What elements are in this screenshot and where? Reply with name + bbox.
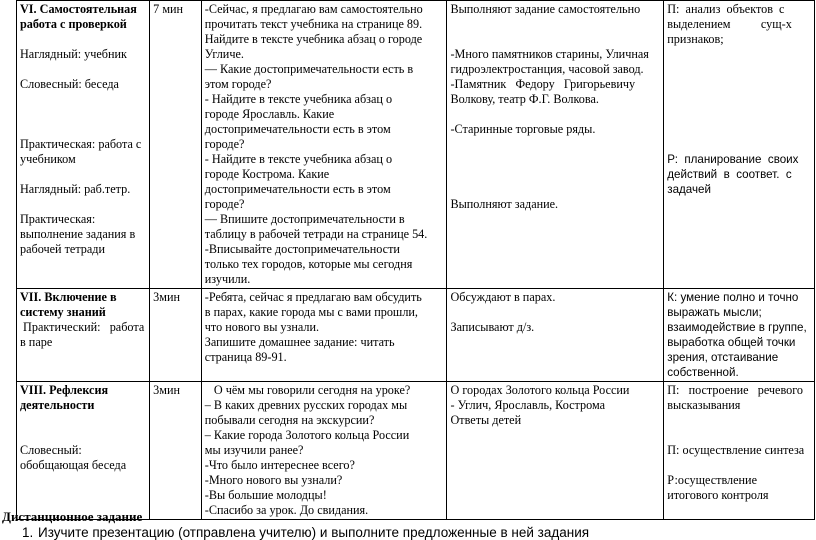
- stage-title-line: систему знаний: [20, 305, 106, 319]
- student-activity-cell: [447, 289, 664, 382]
- distance-task-text: Изучите презентацию (отправлена учителю) и выполните предложенные в ней задания: [38, 525, 590, 540]
- student-activity-cell-line: - Углич, Ярославль, Кострома: [450, 398, 605, 412]
- blank-line: [667, 458, 811, 473]
- teacher-activity-cell: [201, 382, 447, 520]
- blank-line: [450, 17, 660, 32]
- teacher-activity-cell-line: городе?: [204, 137, 245, 151]
- table-row: [17, 289, 815, 382]
- time-cell: 7 мин: [150, 1, 202, 289]
- stage-cell: [17, 1, 150, 289]
- teacher-activity-cell-line: -Вы большие молодцы!: [204, 488, 327, 502]
- teacher-activity-cell: [201, 289, 447, 382]
- time-cell: 3мин: [150, 382, 202, 520]
- teacher-activity-cell-line: — Впишите достопримечательности в: [204, 212, 405, 226]
- teacher-activity-cell-line: -Вписывайте достопримечательности: [204, 242, 400, 256]
- blank-line: [20, 122, 146, 137]
- student-activity-cell-line: Ответы детей: [450, 413, 522, 427]
- blank-line: [667, 122, 811, 137]
- stage-title-line: VII. Включение в: [20, 290, 117, 304]
- student-activity-cell-line: гидроэлектростанция, часовой завод.: [450, 62, 644, 76]
- method-line: выполнение задания в: [20, 227, 136, 241]
- uud-cell-line: собственной.: [667, 366, 739, 379]
- blank-line: [667, 428, 811, 443]
- blank-line: [667, 107, 811, 122]
- blank-line: [20, 413, 146, 428]
- uud-cell-line: П: построение речевого: [667, 383, 804, 397]
- method-line: рабочей тетради: [20, 242, 106, 256]
- teacher-activity-cell-line: -Сейчас, я предлагаю вам самостоятельно: [204, 2, 423, 16]
- teacher-activity-cell-line: изучили.: [204, 272, 251, 286]
- uud-cell-line: выработка общей точки: [667, 336, 796, 349]
- uud-cell-line: Р: планирование своих: [667, 153, 799, 166]
- stage-title-line: работа с проверкой: [20, 17, 127, 31]
- lesson-plan-body: [17, 1, 815, 520]
- method-line: Практическая:: [20, 212, 96, 226]
- student-activity-cell: [447, 382, 664, 520]
- blank-line: [667, 413, 811, 428]
- blank-line: [20, 92, 146, 107]
- blank-line: [450, 137, 660, 152]
- uud-cell: [664, 289, 815, 382]
- blank-line: [20, 32, 146, 47]
- teacher-activity-cell-line: достопримечательности есть в этом: [204, 122, 391, 136]
- uud-cell-line: признаков;: [667, 32, 724, 46]
- time-cell: 3мин: [150, 289, 202, 382]
- stage-title-line: VIII. Рефлексия: [20, 383, 109, 397]
- method-line: обобщающая беседа: [20, 458, 127, 472]
- stage-cell: [17, 289, 150, 382]
- teacher-activity-cell-line: - Найдите в тексте учебника абзац о: [204, 92, 393, 106]
- teacher-activity-cell: [201, 1, 447, 289]
- teacher-activity-cell-line: – Какие города Золотого кольца России: [204, 428, 410, 442]
- method-line: учебником: [20, 152, 76, 166]
- teacher-activity-cell-line: -Спасибо за урок. До свидания.: [204, 503, 369, 517]
- teacher-activity-cell-line: побывали сегодня на экскурсии?: [204, 413, 375, 427]
- stage-title-line: деятельности: [20, 398, 95, 412]
- stage-title-line: VI. Самостоятельная: [20, 2, 137, 16]
- method-line: Практическая: работа с: [20, 137, 142, 151]
- teacher-activity-cell-line: в парах, какие города мы с вами прошли,: [204, 305, 418, 319]
- blank-line: [667, 137, 811, 152]
- uud-cell-line: зрения, отстаивание: [667, 351, 779, 364]
- blank-line: [667, 92, 811, 107]
- blank-line: [20, 197, 146, 212]
- teacher-activity-cell-line: – В каких древних русских городах мы: [204, 398, 408, 412]
- distance-task-item: [22, 525, 589, 540]
- teacher-activity-cell-line: -Ребята, сейчас я предлагаю вам обсудить: [204, 290, 422, 304]
- distance-task-title: Дистанционное задание: [2, 509, 143, 524]
- method-line: Словесный:: [20, 443, 82, 457]
- blank-line: [450, 167, 660, 182]
- uud-cell-line: Р:осуществление: [667, 473, 757, 487]
- student-activity-cell: [447, 1, 664, 289]
- blank-line: [450, 107, 660, 122]
- uud-cell: [664, 382, 815, 520]
- blank-line: [20, 167, 146, 182]
- method-line: в паре: [20, 335, 53, 349]
- teacher-activity-cell-line: Угличе.: [204, 47, 244, 61]
- teacher-activity-cell-line: только тех городов, которые мы сегодня: [204, 257, 413, 271]
- uud-cell-line: взаимодействие в группе,: [667, 321, 807, 334]
- uud-cell-line: действий в соответ. с: [667, 168, 792, 181]
- student-activity-cell-line: -Памятник Федору Григорьевичу: [450, 77, 636, 91]
- uud-cell-line: П: осуществление синтеза: [667, 443, 805, 457]
- blank-line: [667, 77, 811, 92]
- teacher-activity-cell-line: этом городе?: [204, 77, 272, 91]
- distance-task-number: 1.: [22, 525, 34, 540]
- teacher-activity-cell-line: -Много нового вы узнали?: [204, 473, 343, 487]
- student-activity-cell-line: Записывают д/з.: [450, 320, 535, 334]
- table-row: [17, 382, 815, 520]
- student-activity-cell-line: Волкову, театр Ф.Г. Волкова.: [450, 92, 599, 106]
- teacher-activity-cell-line: О чём мы говорили сегодня на уроке?: [204, 383, 411, 397]
- teacher-activity-cell-line: достопримечательности есть в этом: [204, 182, 391, 196]
- student-activity-cell-line: О городах Золотого кольца России: [450, 383, 630, 397]
- student-activity-cell-line: Выполняют задание самостоятельно: [450, 2, 641, 16]
- student-activity-cell-line: -Много памятников старины, Уличная: [450, 47, 649, 61]
- teacher-activity-cell-line: что нового вы узнали.: [204, 320, 320, 334]
- blank-line: [20, 62, 146, 77]
- blank-line: [450, 305, 660, 320]
- student-activity-cell-line: Обсуждают в парах.: [450, 290, 556, 304]
- uud-cell-line: выделением сущ-х: [667, 17, 792, 31]
- method-line: Наглядный: раб.тетр.: [20, 182, 131, 196]
- uud-cell-line: выражать мысли;: [667, 306, 762, 319]
- uud-cell-line: задачей: [667, 183, 711, 196]
- uud-cell: [664, 1, 815, 289]
- blank-line: [667, 47, 811, 62]
- teacher-activity-cell-line: таблицу в рабочей тетради на странице 54.: [204, 227, 428, 241]
- table-row: [17, 1, 815, 289]
- method-line: Наглядный: учебник: [20, 47, 127, 61]
- uud-cell-line: высказывания: [667, 398, 741, 412]
- teacher-activity-cell-line: страница 89-91.: [204, 350, 287, 364]
- teacher-activity-cell-line: городе Ярославль. Какие: [204, 107, 335, 121]
- method-line: Словесный: беседа: [20, 77, 119, 91]
- teacher-activity-cell-line: мы изучили ранее?: [204, 443, 304, 457]
- blank-line: [450, 152, 660, 167]
- student-activity-cell-line: -Старинные торговые ряды.: [450, 122, 596, 136]
- stage-cell: [17, 382, 150, 520]
- teacher-activity-cell-line: прочитать текст учебника на странице 89.: [204, 17, 423, 31]
- teacher-activity-cell-line: -Что было интереснее всего?: [204, 458, 355, 472]
- method-line: Практический: работа: [20, 320, 145, 334]
- blank-line: [450, 182, 660, 197]
- uud-cell-line: П: анализ объектов с: [667, 2, 785, 16]
- teacher-activity-cell-line: городе Кострома. Какие: [204, 167, 330, 181]
- teacher-activity-cell-line: Найдите в тексте учебника абзац о городе: [204, 32, 423, 46]
- student-activity-cell-line: Выполняют задание.: [450, 197, 559, 211]
- teacher-activity-cell-line: Запишите домашнее задание: читать: [204, 335, 395, 349]
- blank-line: [450, 32, 660, 47]
- teacher-activity-cell-line: — Какие достопримечательности есть в: [204, 62, 414, 76]
- uud-cell-line: К: умение полно и точно: [667, 291, 799, 304]
- blank-line: [667, 62, 811, 77]
- teacher-activity-cell-line: городе?: [204, 197, 245, 211]
- lesson-plan-table: [16, 0, 815, 520]
- blank-line: [20, 428, 146, 443]
- teacher-activity-cell-line: - Найдите в тексте учебника абзац о: [204, 152, 393, 166]
- blank-line: [20, 107, 146, 122]
- uud-cell-line: итогового контроля: [667, 488, 769, 502]
